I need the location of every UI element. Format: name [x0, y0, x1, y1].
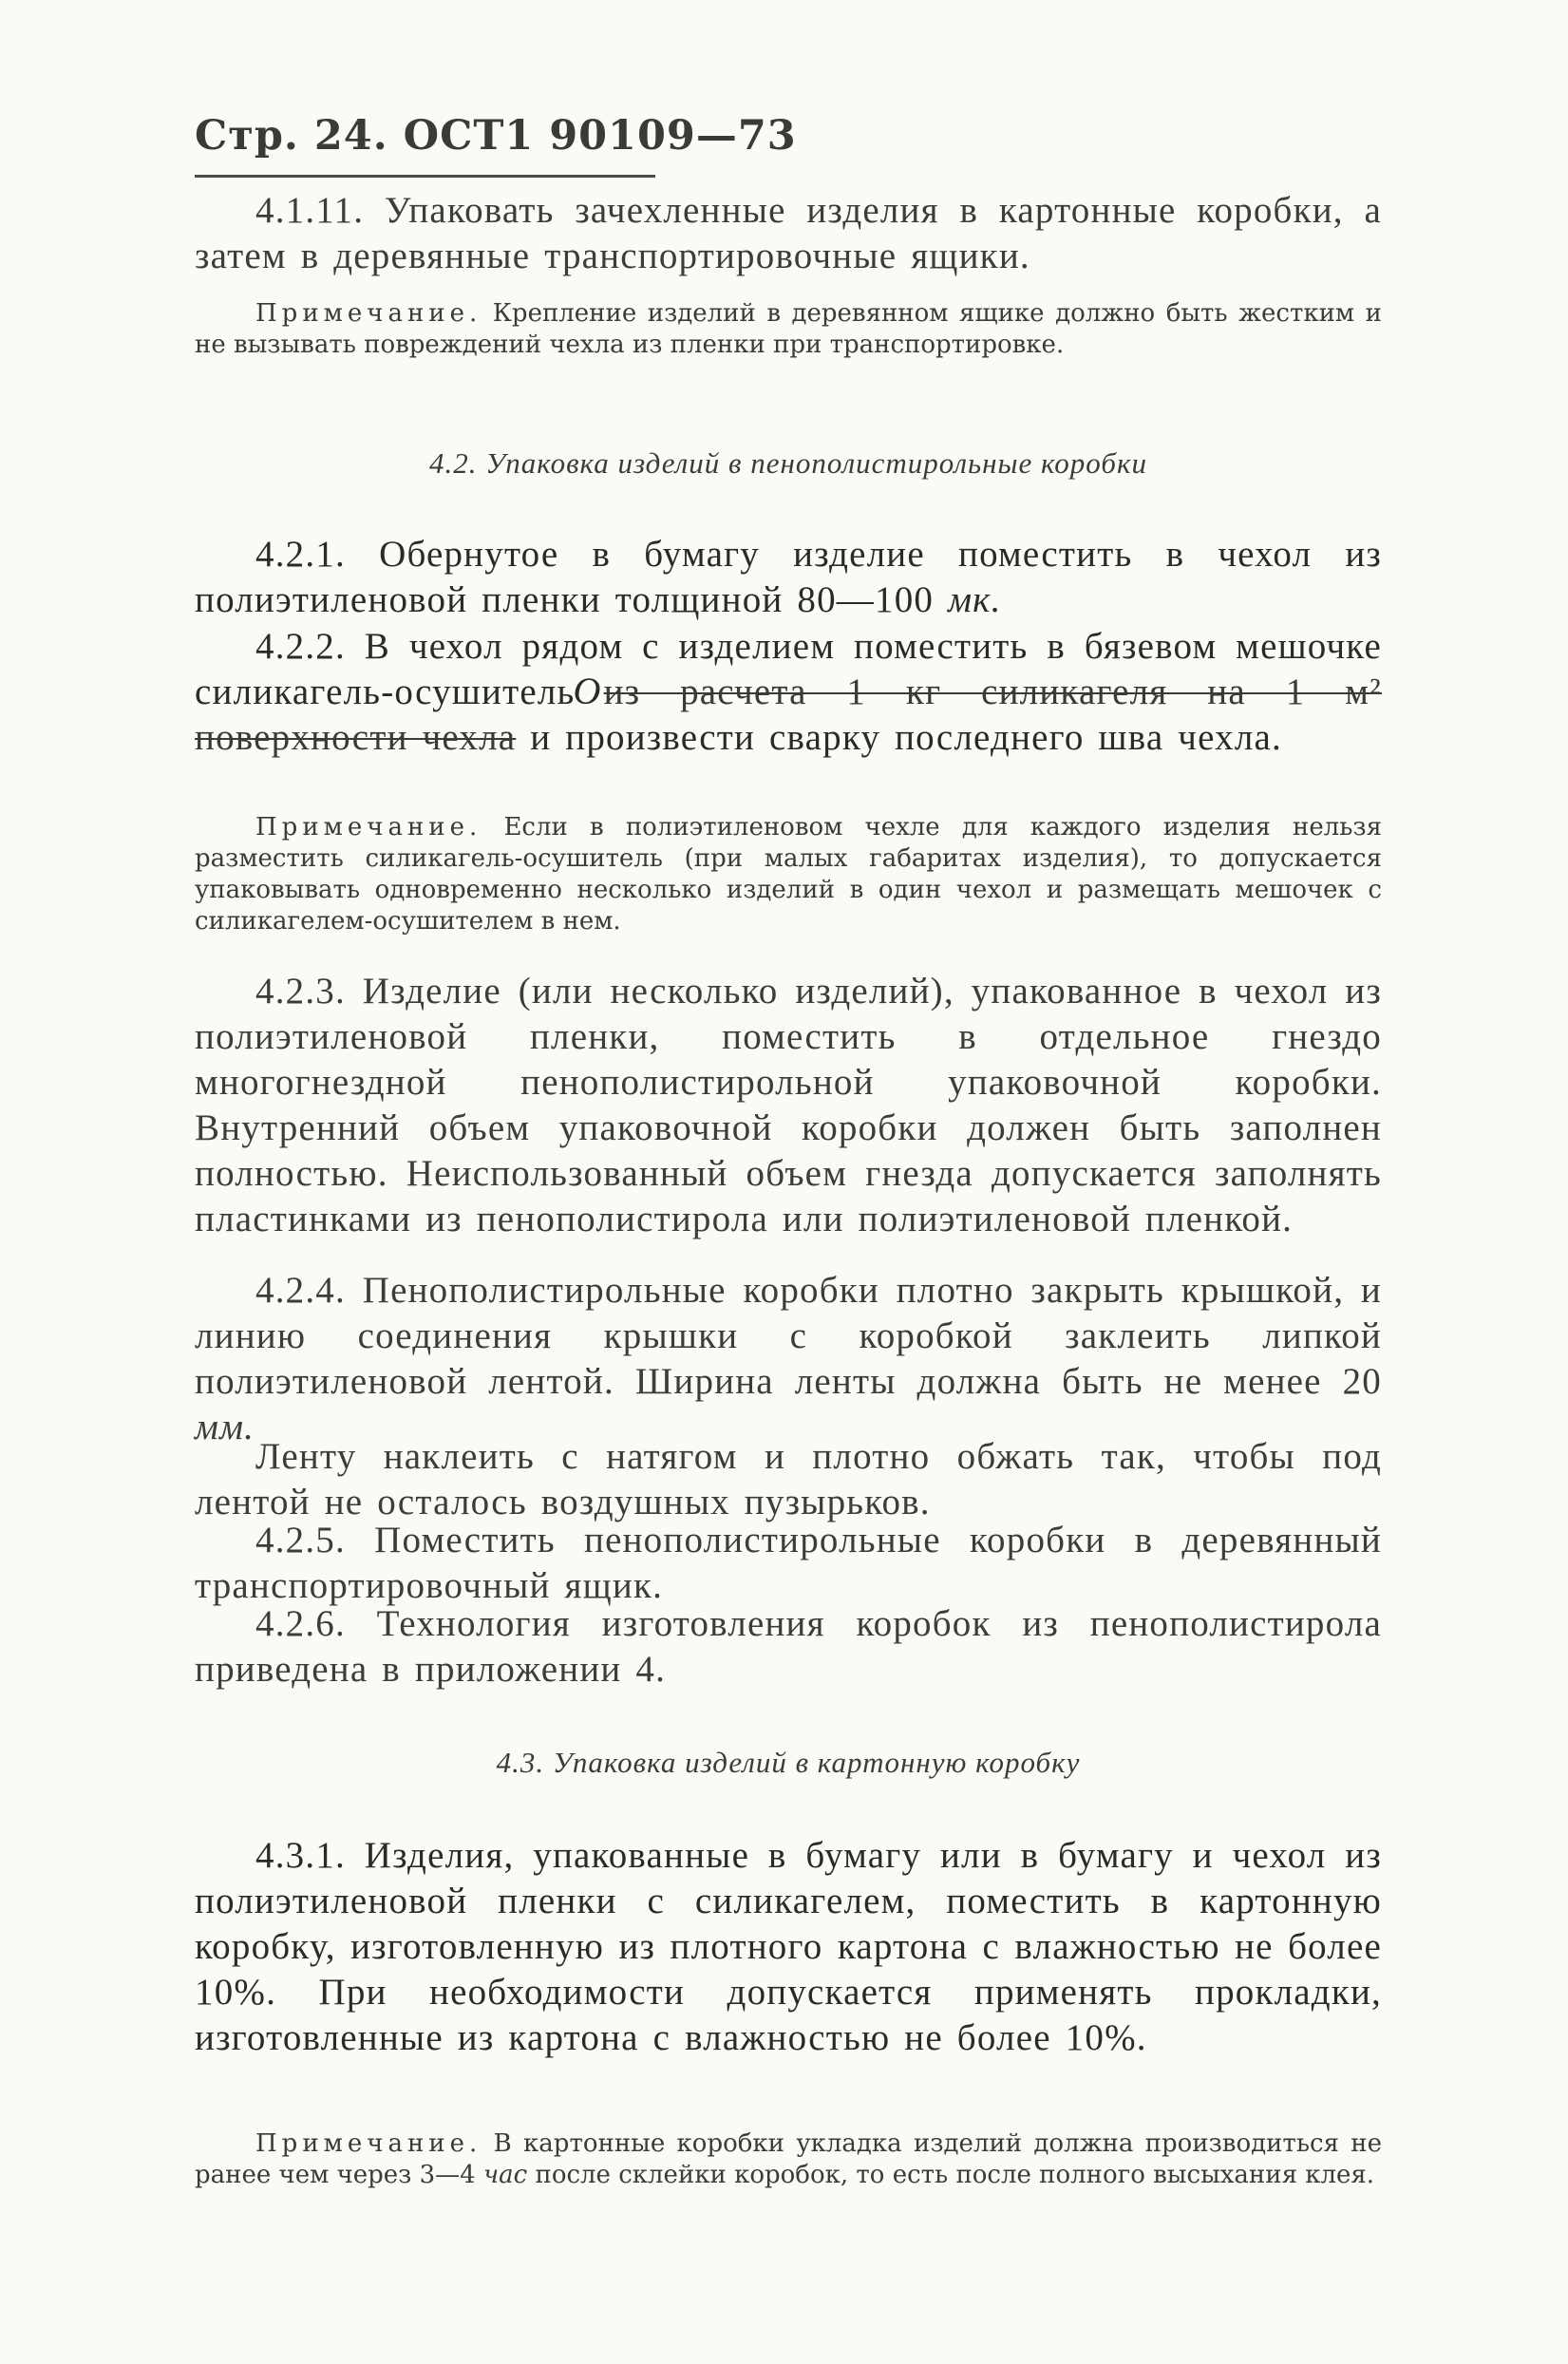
paragraph-text: 4.2.3. Изделие (или несколько изделий), упакованное в чехол из полиэтиленовой пленки, поместить в отдельное гнездо многогнездной пенополистирольной упаковочной коробки. Внутренний объем упаковочной коробки должен быть заполнен полностью. Неиспользованный объем гнезда допускается заполнять пластинками из пенополистирола или полиэтиленовой пленкой. [195, 971, 1382, 1239]
note-1 [195, 298, 1382, 361]
struck-out-text: из расчета 1 кг силикагеля на 1 м² поверхности чехла [195, 671, 1382, 758]
paragraph-text: 4.2.1. Обернутое в бумагу изделие поместить в чехол из полиэтиленовой пленки толщиной 80—100 [195, 534, 1382, 620]
paragraph-4-2-4-b [195, 1434, 1382, 1525]
note-label: Примечание. [255, 813, 482, 842]
paragraph-text: 4.2.4. Пенополистирольные коробки плотно закрыть крышкой, и линию соединения крышки с коробкой заклеить липкой полиэтиленовой лентой. Ширина ленты должна быть не менее 20 [195, 1270, 1382, 1402]
paragraph-4-1-11 [195, 188, 1382, 279]
paragraph-4-2-5 [195, 1518, 1382, 1609]
note-text: Если в полиэтиленовом чехле для каждого изделия нельзя разместить силикагель-осушитель (при малых габаритах изделия), то допускается упаковывать одновременно несколько изделий в один чехол и размещать мешочек с силикагелем-осушителем в нем. [195, 813, 1383, 936]
note-text-continued: после склейки коробок, то есть после полного высыхания клея. [535, 2161, 1375, 2189]
header-rule [195, 175, 655, 178]
note-label: Примечание. [255, 2129, 482, 2158]
page-header: Стр. 24. ОСТ1 90109—73 [195, 112, 797, 160]
paragraph-text: 4.2.6. Технология изготовления коробок из пенополистирола приведена в приложении 4. [195, 1603, 1382, 1690]
paragraph-4-2-4 [195, 1268, 1382, 1450]
unit-label: мм. [195, 1407, 255, 1447]
section-heading-4-2: 4.2. Упаковка изделий в пенополистирольные коробки [429, 446, 1147, 480]
unit-label: мк. [948, 579, 1002, 620]
paragraph-4-2-6 [195, 1601, 1382, 1693]
paragraph-text: Ленту наклеить с натягом и плотно обжать так, чтобы под лентой не осталось воздушных пузырьков. [195, 1436, 1382, 1522]
note-2 [195, 812, 1382, 937]
paragraph-text-continued: и произвести сварку последнего шва чехла. [530, 717, 1282, 758]
note-3 [195, 2128, 1382, 2191]
paragraph-text: 4.2.5. Поместить пенополистирольные коробки в деревянный транспортировочный ящик. [195, 1520, 1382, 1606]
paragraph-text: 4.2.2. В чехол рядом с изделием поместить в бязевом мешочке силикагель-осушитель [195, 626, 1382, 712]
paragraph-4-3-1 [195, 1833, 1382, 2061]
section-heading-4-3: 4.3. Упаковка изделий в картонную коробку [496, 1746, 1081, 1779]
paragraph-text: 4.1.11. Упаковать зачехленные изделия в картонные коробки, а затем в деревянные транспортировочные ящики. [195, 190, 1382, 276]
paragraph-text: 4.3.1. Изделия, упакованные в бумагу или в бумагу и чехол из полиэтиленовой пленки с силикагелем, поместить в картонную коробку, изготовленную из плотного картона с влажностью не более 10%. При необходимости допускается применять прокладки, изготовленные из картона с влажностью не более 10%. [195, 1835, 1382, 2058]
paragraph-4-2-1 [195, 532, 1382, 623]
note-text: В картонные коробки укладка изделий должна производиться не ранее чем через 3—4 [195, 2129, 1382, 2189]
unit-label: час [482, 2161, 528, 2189]
paragraph-4-2-3 [195, 969, 1382, 1242]
note-label: Примечание. [255, 299, 482, 328]
handwritten-correction-mark: О [573, 670, 602, 712]
note-text: Крепление изделий в деревянном ящике должно быть жестким и не вызывать повреждений чехла из пленки при транспортировке. [195, 299, 1383, 359]
paragraph-4-2-2 [195, 624, 1382, 761]
